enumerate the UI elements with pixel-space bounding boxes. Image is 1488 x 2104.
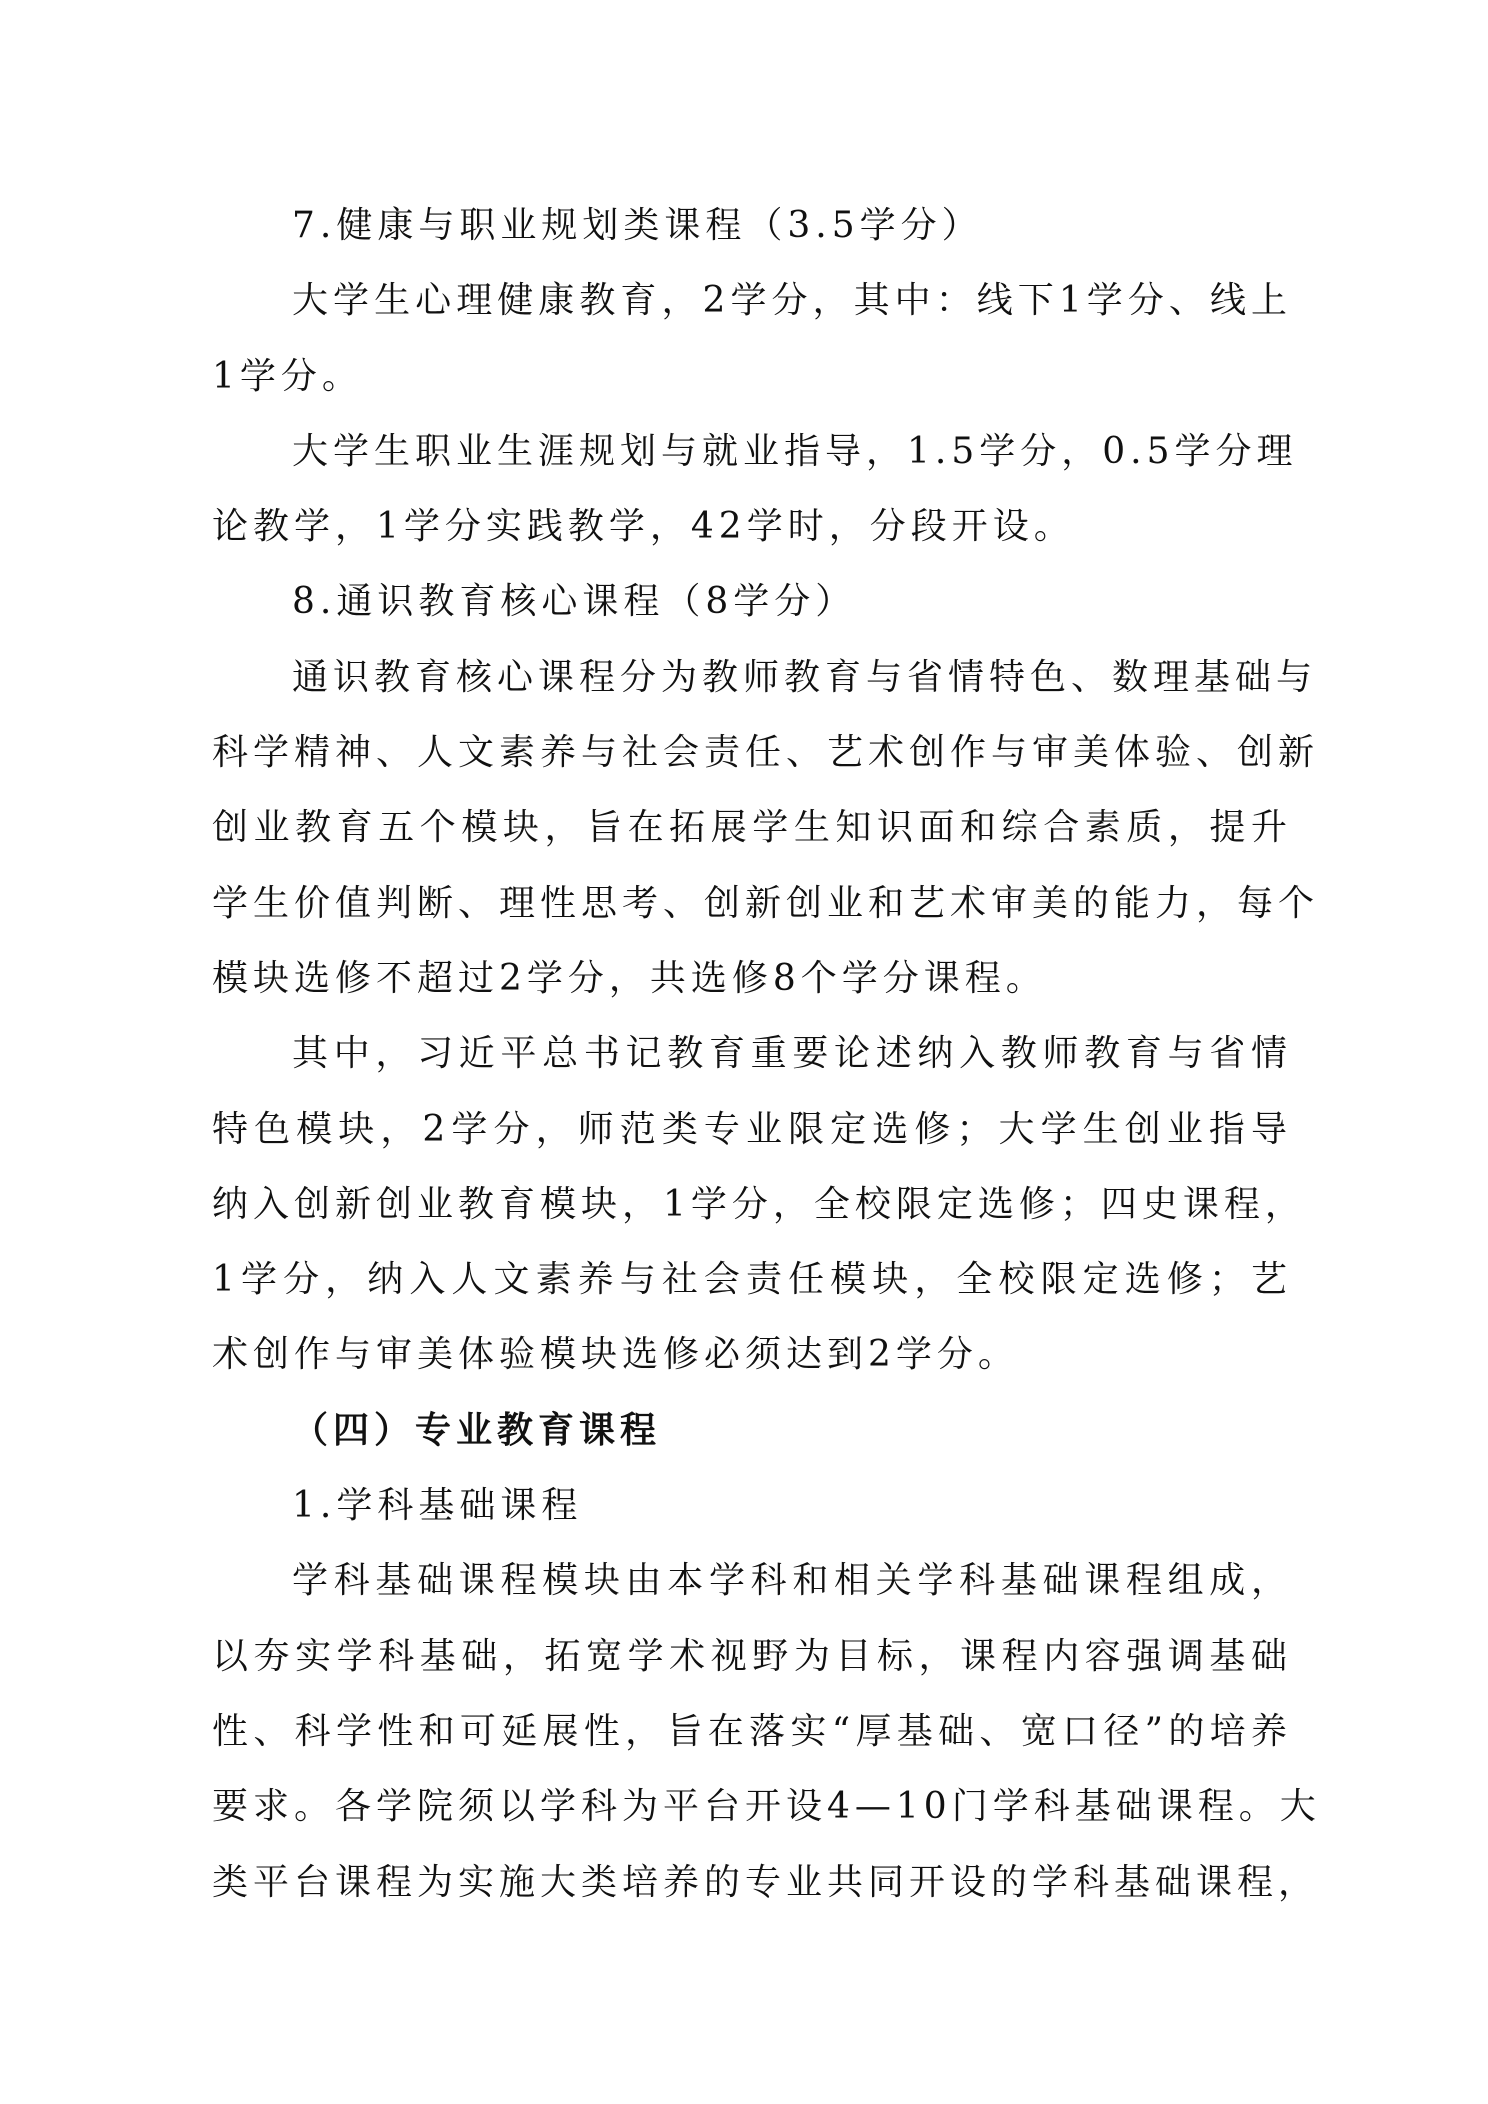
text-line: 大学生职业生涯规划与就业指导，1.5学分，0.5学分理 — [292, 430, 1298, 472]
text-line: 7.健康与职业规划类课程（3.5学分） — [292, 205, 983, 246]
text-line: 其中，习近平总书记教育重要论述纳入教师教育与省情 — [292, 1033, 1292, 1075]
text-line: 以夯实学科基础，拓宽学术视野为目标，课程内容强调基础 — [212, 1635, 1292, 1677]
text-line: 学生价值判断、理性思考、创新创业和艺术审美的能力，每个 — [212, 882, 1320, 924]
text-line: 要求。各学院须以学科为平台开设4—10门学科基础课程。大 — [212, 1786, 1321, 1828]
text-line: 科学精神、人文素养与社会责任、艺术创作与审美体验、创新 — [212, 732, 1320, 774]
text-line: 创业教育五个模块，旨在拓展学生知识面和综合素质，提升 — [212, 807, 1292, 849]
text-line: 1学分。 — [212, 355, 363, 397]
text-line: 术创作与审美体验模块选修必须达到2学分。 — [212, 1334, 1019, 1376]
text-line: 通识教育核心课程分为教师教育与省情特色、数理基础与 — [292, 656, 1318, 698]
text-line: 论教学，1学分实践教学，42学时，分段开设。 — [212, 506, 1075, 548]
section-heading: （四）专业教育课程 — [292, 1408, 662, 1451]
text-line: 纳入创新创业教育模块，1学分，全校限定选修；四史课程， — [212, 1183, 1306, 1225]
text-line: 大学生心理健康教育，2学分，其中：线下1学分、线上 — [292, 280, 1292, 322]
text-line: 特色模块，2学分，师范类专业限定选修；大学生创业指导 — [212, 1108, 1292, 1150]
text-line: 学科基础课程模块由本学科和相关学科基础课程组成， — [292, 1560, 1292, 1602]
text-line: 8.通识教育核心课程（8学分） — [292, 581, 857, 623]
text-line: 模块选修不超过2学分，共选修8个学分课程。 — [212, 957, 1047, 999]
text-line: 性、科学性和可延展性，旨在落实“厚基础、宽口径”的培养 — [212, 1710, 1292, 1752]
text-line: 1学分，纳入人文素养与社会责任模块，全校限定选修；艺 — [212, 1259, 1292, 1301]
text-line: 类平台课程为实施大类培养的专业共同开设的学科基础课程， — [212, 1861, 1320, 1903]
document-body — [212, 188, 1321, 1920]
text-line: 1.学科基础课程 — [292, 1485, 583, 1527]
